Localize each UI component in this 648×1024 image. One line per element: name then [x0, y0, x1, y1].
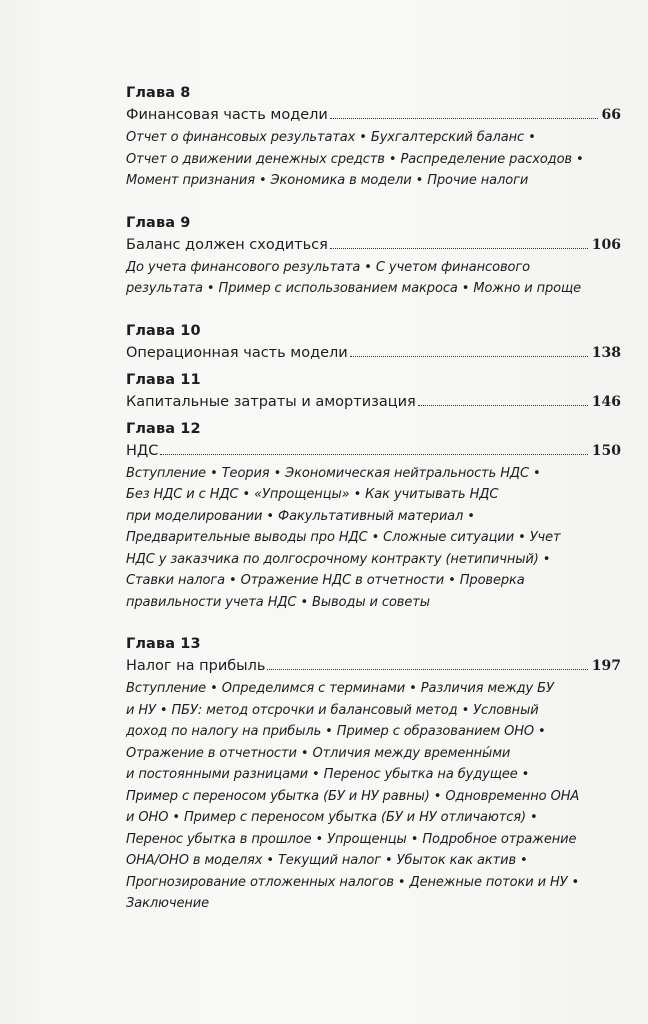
dot-leader: [350, 355, 588, 357]
subtopic-line: правильности учета НДС • Выводы и советы: [126, 594, 430, 610]
subtopic-line: Момент признания • Экономика в модели • Прочие налоги: [126, 173, 529, 188]
subtopic-line: и постоянными разницами • Перенос убытка на будущее •: [126, 767, 530, 782]
subtopic-line: Предварительные выводы про НДС • Сложные ситуации • Учет: [126, 530, 561, 545]
chapter-label: Глава 10: [126, 322, 201, 339]
subtopics: [126, 257, 596, 300]
chapter-12: [126, 420, 621, 614]
chapter-title: Операционная часть модели: [126, 344, 348, 361]
chapter-title-row: [126, 656, 621, 676]
chapter-title: Баланс должен сходиться: [126, 236, 328, 253]
subtopic-line: Отражение в отчетности • Отличия между временны́ми: [126, 745, 511, 761]
subtopic-line: Пример с переносом убытка (БУ и НУ равны) • Одновременно ОНА: [126, 788, 580, 804]
subtopics: [126, 127, 596, 192]
page-number: 138: [591, 344, 621, 361]
subtopic-line: Вступление • Теория • Экономическая нейтральность НДС •: [126, 465, 541, 481]
chapter-label: Глава 9: [126, 214, 191, 231]
dot-leader: [160, 453, 587, 455]
subtopic-line: при моделировании • Факультативный материал •: [126, 508, 475, 524]
dot-leader: [418, 404, 588, 406]
chapter-8: [126, 84, 621, 192]
table-of-contents: [126, 84, 621, 937]
page-number: 66: [601, 107, 621, 123]
chapter-title-row: [126, 441, 621, 461]
chapter-title: Капитальные затраты и амортизация: [126, 393, 416, 410]
page-number: 150: [591, 442, 621, 459]
chapter-title-row: [126, 105, 621, 125]
subtopic-line: результата • Пример с использованием макроса • Можно и проще: [126, 281, 582, 296]
dot-leader: [267, 668, 587, 670]
dot-leader: [330, 247, 588, 249]
chapter-title-row: [126, 392, 621, 412]
dot-leader: [330, 117, 598, 119]
subtopic-line: Ставки налога • Отражение НДС в отчетности • Проверка: [126, 573, 525, 588]
chapter-label: Глава 11: [126, 371, 201, 388]
page-number: 106: [591, 236, 621, 253]
subtopic-line: Отчет о финансовых результатах • Бухгалтерский баланс •: [126, 130, 536, 145]
chapter-9: [126, 214, 621, 300]
subtopic-line: Заключение: [126, 896, 210, 911]
subtopic-line: До учета финансового результата • С учетом финансового: [126, 259, 530, 275]
subtopics: [126, 463, 596, 614]
subtopic-line: ОНА/ОНО в моделях • Текущий налог • Убыток как актив •: [126, 853, 528, 868]
chapter-title: НДС: [126, 442, 159, 459]
chapter-10: [126, 322, 621, 363]
subtopic-line: доход по налогу на прибыль • Пример с образованием ОНО •: [126, 724, 546, 739]
subtopic-line: Без НДС и с НДС • «Упрощенцы» • Как учитывать НДС: [126, 487, 499, 502]
chapter-label: Глава 13: [126, 636, 201, 652]
subtopic-line: Вступление • Определимся с терминами • Различия между БУ: [126, 681, 554, 696]
subtopic-line: Отчет о движении денежных средств • Распределение расходов •: [126, 151, 584, 167]
subtopic-line: Перенос убытка в прошлое • Упрощенцы • Подробное отражение: [126, 831, 577, 847]
page-number: 197: [591, 658, 621, 674]
subtopic-line: и НУ • ПБУ: метод отсрочки и балансовый метод • Условный: [126, 702, 539, 718]
subtopics: [126, 678, 596, 915]
chapter-title-row: [126, 235, 621, 255]
chapter-13: [126, 635, 621, 915]
chapter-11: [126, 371, 621, 412]
page-number: 146: [591, 393, 621, 410]
chapter-title-row: [126, 343, 621, 363]
subtopic-line: Прогнозирование отложенных налогов • Денежные потоки и НУ •: [126, 874, 580, 890]
chapter-label: Глава 8: [126, 85, 191, 101]
subtopic-line: и ОНО • Пример с переносом убытка (БУ и НУ отличаются) •: [126, 810, 538, 825]
chapter-label: Глава 12: [126, 420, 201, 437]
chapter-title: Финансовая часть модели: [126, 107, 328, 123]
subtopic-line: НДС у заказчика по долгосрочному контракту (нетипичный) •: [126, 551, 551, 567]
chapter-title: Налог на прибыль: [126, 658, 266, 674]
